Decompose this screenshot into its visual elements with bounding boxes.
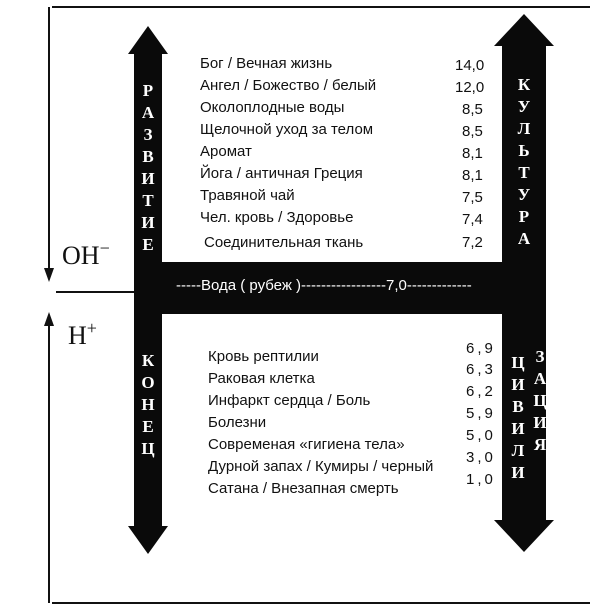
vertical-letter: И bbox=[511, 375, 525, 394]
left-bar-bottom-arrowhead bbox=[128, 526, 168, 554]
right-bottom-vertical-label-a bbox=[506, 352, 530, 484]
list-item-value: 8,5 bbox=[462, 101, 483, 118]
vertical-letter: Н bbox=[141, 395, 155, 414]
list-item-label: Околоплодные воды bbox=[200, 99, 345, 116]
list-item-label: Соединительная ткань bbox=[204, 234, 364, 251]
vertical-letter: И bbox=[533, 413, 547, 432]
list-item-label: Йога / античная Греция bbox=[200, 165, 363, 182]
vertical-letter: И bbox=[141, 169, 155, 188]
h-ion-base: H bbox=[68, 321, 87, 350]
list-item-value: 6,2 bbox=[466, 383, 496, 400]
right-bar-top-arrowhead bbox=[494, 14, 554, 46]
vertical-letter: А bbox=[141, 103, 155, 122]
list-item-value: 7,4 bbox=[462, 211, 483, 228]
vertical-letter: Е bbox=[142, 235, 154, 254]
oh-ion-base: OH bbox=[62, 241, 100, 270]
vertical-letter: У bbox=[517, 97, 531, 116]
list-item-value: 8,1 bbox=[462, 167, 483, 184]
list-item-label: Травяной чай bbox=[200, 187, 295, 204]
list-item-label: Раковая клетка bbox=[208, 370, 315, 387]
vertical-letter: И bbox=[511, 463, 525, 482]
h-ion-charge: + bbox=[86, 318, 97, 338]
vertical-letter: А bbox=[517, 229, 531, 248]
right-bottom-vertical-label-b bbox=[528, 346, 552, 456]
vertical-letter: И bbox=[141, 213, 155, 232]
list-item-label: Аромат bbox=[200, 143, 252, 160]
crossbar-label: -----Вода ( рубеж )-----------------7,0------------- bbox=[176, 277, 472, 294]
vertical-letter: З bbox=[535, 347, 545, 366]
list-item-value: 14,0 bbox=[455, 57, 485, 74]
vertical-letter: А bbox=[533, 369, 547, 388]
h-up-arrowhead bbox=[44, 312, 54, 326]
vertical-letter: К bbox=[141, 351, 155, 370]
left-top-vertical-label bbox=[136, 80, 160, 256]
vertical-letter: Ц bbox=[141, 439, 155, 458]
list-item-value: 7,5 bbox=[462, 189, 483, 206]
vertical-letter: Ц bbox=[533, 391, 547, 410]
vertical-letter: К bbox=[517, 75, 531, 94]
list-item-label: Сатана / Внезапная смерть bbox=[208, 480, 399, 497]
vertical-letter: Ц bbox=[511, 353, 525, 372]
vertical-letter: Л bbox=[517, 119, 531, 138]
vertical-letter: З bbox=[143, 125, 153, 144]
list-item-value: 1,0 bbox=[466, 471, 496, 488]
oh-ion-label bbox=[62, 238, 110, 271]
vertical-letter: В bbox=[142, 147, 154, 166]
vertical-letter: Е bbox=[142, 417, 154, 436]
vertical-letter: Т bbox=[518, 163, 530, 182]
vertical-letter: Р bbox=[142, 81, 154, 100]
vertical-letter: В bbox=[512, 397, 524, 416]
list-item-value: 8,1 bbox=[462, 145, 483, 162]
list-item-value: 7,2 bbox=[462, 234, 483, 251]
vertical-letter: Т bbox=[142, 191, 154, 210]
list-item-value: 3,0 bbox=[466, 449, 496, 466]
list-item-value: 6,9 bbox=[466, 340, 496, 357]
vertical-letter: Ь bbox=[518, 141, 530, 160]
right-bar-bottom-arrowhead bbox=[494, 520, 554, 552]
list-item-value: 5,9 bbox=[466, 405, 496, 422]
list-item-label: Болезни bbox=[208, 414, 267, 431]
list-item-label: Инфаркт сердца / Боль bbox=[208, 392, 371, 409]
vertical-letter: Р bbox=[518, 207, 530, 226]
list-item-label: Ангел / Божество / белый bbox=[200, 77, 377, 94]
h-ion-label bbox=[68, 318, 97, 351]
oh-down-arrowhead bbox=[44, 268, 54, 282]
oh-ion-charge: − bbox=[99, 238, 110, 258]
vertical-letter: У bbox=[517, 185, 531, 204]
list-item-label: Чел. кровь / Здоровье bbox=[200, 209, 354, 226]
list-item-value: 12,0 bbox=[455, 79, 485, 96]
left-bottom-vertical-label bbox=[136, 350, 160, 460]
list-item-value: 6,3 bbox=[466, 361, 496, 378]
list-item-value: 5,0 bbox=[466, 427, 496, 444]
vertical-letter: О bbox=[141, 373, 155, 392]
vertical-letter: Я bbox=[533, 435, 547, 454]
right-top-vertical-label bbox=[512, 74, 536, 250]
list-item-value: 8,5 bbox=[462, 123, 483, 140]
list-item-label: Бог / Вечная жизнь bbox=[200, 55, 333, 72]
vertical-letter: И bbox=[511, 419, 525, 438]
list-item-label: Кровь рептилии bbox=[208, 348, 319, 365]
left-bar-top-arrowhead bbox=[128, 26, 168, 54]
list-item-label: Современая «гигиена тела» bbox=[208, 436, 405, 453]
list-item-label: Щелочной уход за телом bbox=[200, 121, 374, 138]
vertical-letter: Л bbox=[511, 441, 525, 460]
list-item-label: Дурной запах / Кумиры / черный bbox=[208, 458, 434, 475]
